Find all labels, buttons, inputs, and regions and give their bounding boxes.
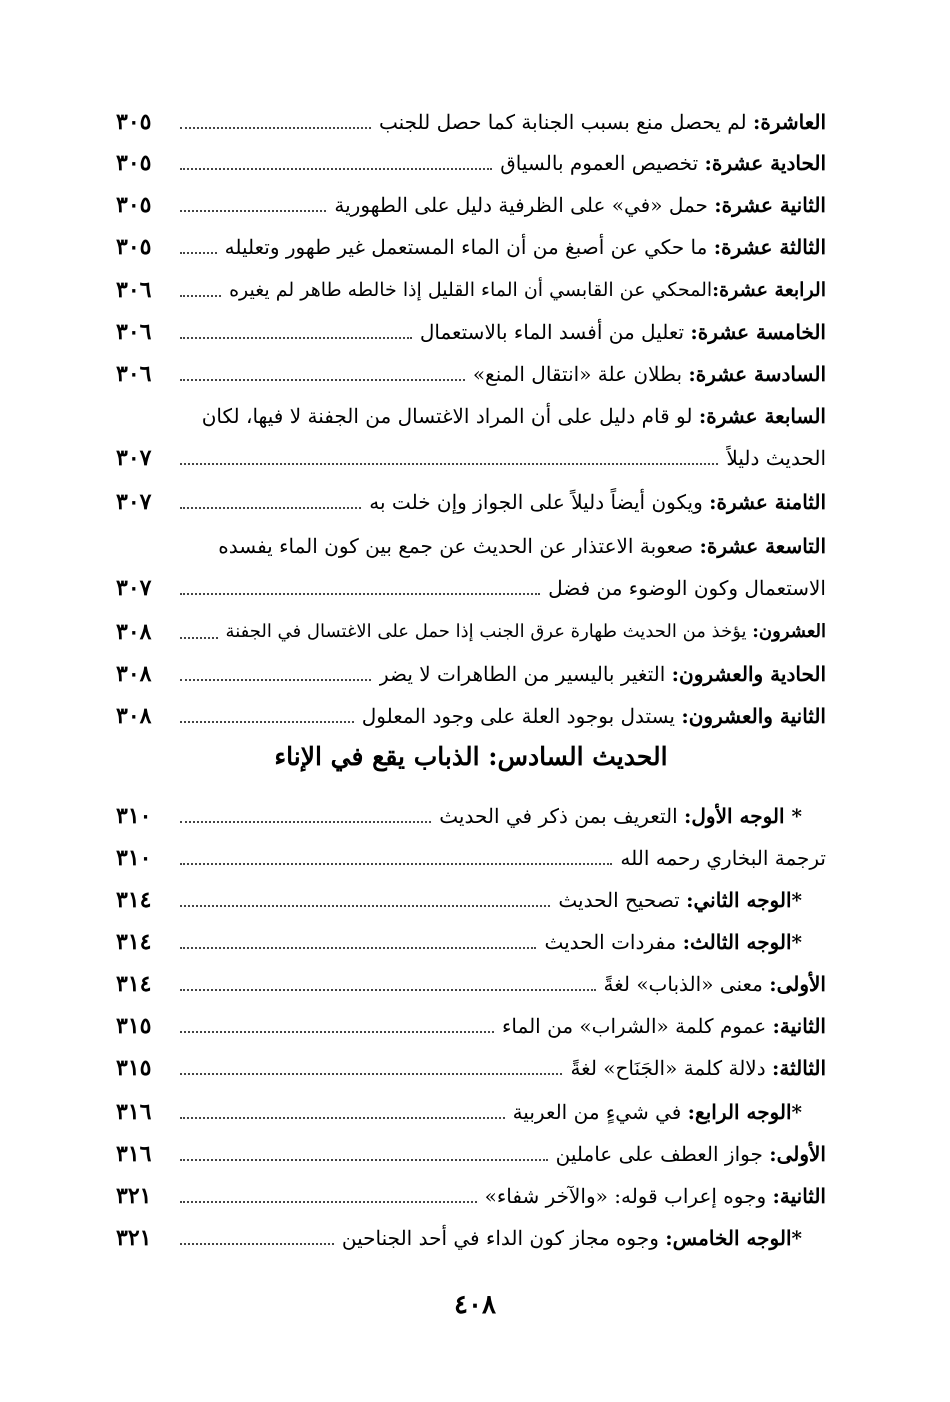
dot-leader — [180, 127, 371, 129]
entry-label: *الوجه الثالث: — [682, 930, 802, 954]
dot-leader — [180, 679, 371, 681]
toc-entry — [116, 141, 826, 185]
dot-leader — [180, 210, 326, 212]
toc-entry-line2 — [116, 436, 826, 480]
entry-label: الثالثة: — [771, 1056, 826, 1080]
entry-text: وجوه مجاز كون الداء في أحد الجناحين — [341, 1226, 659, 1250]
entry-label: *الوجه الثاني: — [686, 888, 802, 912]
entry-text: تصحيح الحديث — [558, 888, 680, 912]
dot-leader — [180, 863, 612, 865]
toc-entry-line1 — [116, 524, 826, 568]
dot-leader — [180, 1201, 477, 1203]
dot-leader — [180, 252, 217, 254]
page-number: ٣١٤ — [116, 971, 152, 997]
entry-text: حمل «في» على الظرفية دليل على الطهورية — [334, 193, 708, 217]
page-number: ٣١٥ — [116, 1013, 152, 1039]
entry-text: مفردات الحديث — [544, 930, 677, 954]
toc-entry — [116, 836, 826, 880]
entry-label: الرابعة عشرة: — [712, 279, 826, 301]
page-number: ٣٢١ — [116, 1225, 152, 1251]
toc-entry — [116, 352, 826, 396]
page-number: ٣٠٥ — [116, 192, 152, 218]
dot-leader — [180, 337, 412, 339]
dot-leader — [180, 295, 221, 297]
dot-leader — [180, 905, 550, 907]
entry-text: لو قام دليل على أن المراد الاغتسال من الجفنة لا فيها، لكان — [201, 404, 693, 428]
page-number: ٣١٤ — [116, 887, 152, 913]
page-number: ٣٠٨ — [116, 661, 152, 687]
dot-leader — [180, 721, 354, 723]
entry-label: السادسة عشرة: — [688, 362, 826, 386]
dot-leader — [180, 593, 540, 595]
entry-text: تخصيص العموم بالسياق — [500, 151, 699, 175]
dot-leader — [180, 168, 492, 170]
page-number: ٣٢١ — [116, 1183, 152, 1209]
dot-leader — [180, 1117, 505, 1119]
page-folio: ٤٠٨ — [454, 1290, 496, 1320]
entry-text: التغير باليسير من الطاهرات لا يضر — [378, 662, 666, 686]
dot-leader — [180, 379, 465, 381]
entry-label: الثانية والعشرون: — [681, 704, 826, 728]
dot-leader — [180, 947, 536, 949]
entry-text: بطلان علة «انتقال المنع» — [472, 362, 683, 386]
page-number: ٣٠٦ — [116, 319, 152, 345]
entry-text: الاستعمال وكون الوضوء من فضل — [548, 576, 826, 600]
dot-leader — [180, 463, 718, 465]
toc-entry — [116, 183, 826, 227]
dot-leader — [180, 1159, 548, 1161]
dot-leader — [180, 1243, 334, 1245]
page-number: ٣٠٧ — [116, 489, 152, 515]
toc-entry — [116, 1004, 826, 1048]
entry-label: *الوجه الخامس: — [665, 1226, 802, 1250]
dot-leader — [180, 1031, 494, 1033]
entry-text: يستدل بوجود العلة على وجود المعلول — [361, 704, 675, 728]
entry-label: السابعة عشرة: — [698, 404, 826, 428]
entry-label: الحادية والعشرون: — [671, 662, 826, 686]
page-number: ٣١٠ — [116, 803, 152, 829]
toc-entry-line1 — [116, 394, 826, 438]
entry-label: الأولى: — [769, 972, 826, 996]
entry-text: وجوه إعراب قوله: «والآخر شفاء» — [484, 1184, 767, 1208]
page-number: ٣٠٥ — [116, 109, 152, 135]
entry-text: عموم كلمة «الشراب» من الماء — [502, 1014, 767, 1038]
entry-label: الثانية: — [772, 1014, 826, 1038]
entry-label: الثالثة عشرة: — [713, 235, 826, 259]
toc-entry — [116, 1216, 826, 1260]
section-heading: الحديث السادس: الذباب يقع في الإناء — [274, 742, 668, 771]
entry-text: ترجمة البخاري رحمه الله — [620, 846, 826, 870]
toc-entry — [116, 962, 826, 1006]
toc-entry — [116, 652, 826, 696]
toc-entry — [116, 480, 826, 524]
entry-label: الخامسة عشرة: — [690, 320, 826, 344]
entry-text: ما حكي عن أصبغ من أن الماء المستعمل غير طهور وتعليله — [224, 235, 708, 259]
entry-label: الثانية عشرة: — [714, 193, 826, 217]
toc-entry — [116, 920, 826, 964]
page-number: ٣١٦ — [116, 1099, 152, 1125]
entry-label: *الوجه الرابع: — [687, 1100, 802, 1124]
dot-leader — [180, 637, 218, 639]
toc-entry — [116, 268, 826, 312]
page-number: ٣٠٦ — [116, 361, 152, 387]
entry-label: العشرون: — [752, 621, 826, 642]
toc-entry — [116, 1174, 826, 1218]
entry-label: الحادية عشرة: — [704, 151, 826, 175]
dot-leader — [180, 989, 596, 991]
toc-entry — [116, 225, 826, 269]
page-number: ٣١٠ — [116, 845, 152, 871]
entry-label: الأولى: — [769, 1142, 826, 1166]
page-number: ٣٠٧ — [116, 445, 152, 471]
entry-text: التعريف بمن ذكر في الحديث — [439, 804, 678, 828]
page-number: ٣٠٥ — [116, 150, 152, 176]
entry-text: الحديث دليلاً — [726, 446, 826, 470]
entry-label: التاسعة عشرة: — [699, 534, 826, 558]
entry-text: جواز العطف على عاملين — [555, 1142, 763, 1166]
entry-text: معنى «الذباب» لغةً — [603, 972, 763, 996]
toc-entry — [116, 1090, 826, 1134]
toc-entry — [116, 100, 826, 144]
toc-entry-line2 — [116, 566, 826, 610]
page-number: ٣٠٧ — [116, 575, 152, 601]
toc-entry — [116, 694, 826, 738]
entry-label: الثانية: — [772, 1184, 826, 1208]
page-number: ٣٠٥ — [116, 234, 152, 260]
entry-text: المحكي عن القابسي أن الماء القليل إذا خالطه طاهر لم يغيره — [229, 279, 713, 301]
entry-label: الثامنة عشرة: — [709, 490, 826, 514]
entry-text: ويكون أيضاً دليلاً على الجواز وإن خلت به — [369, 490, 703, 514]
toc-entry — [116, 878, 826, 922]
toc-entry — [116, 1132, 826, 1176]
page-number: ٣٠٦ — [116, 277, 152, 303]
page-number: ٣٠٨ — [116, 703, 152, 729]
entry-text: دلالة كلمة «الجَنَاح» لغةً — [570, 1056, 766, 1080]
page-number: ٣٠٨ — [116, 619, 152, 645]
entry-text: في شيءٍ من العربية — [512, 1100, 682, 1124]
toc-entry — [116, 310, 826, 354]
dot-leader — [180, 821, 431, 823]
toc-entry — [116, 1046, 826, 1090]
toc-entry — [116, 794, 826, 838]
entry-label: * الوجه الأول: — [684, 804, 802, 828]
page-number: ٣١٤ — [116, 929, 152, 955]
entry-text: تعليل من أفسد الماء بالاستعمال — [419, 320, 685, 344]
entry-text: يؤخذ من الحديث طهارة عرق الجنب إذا حمل على الاغتسال في الجفنة — [225, 621, 747, 642]
entry-text: لم يحصل منع بسبب الجنابة كما حصل للجنب — [378, 110, 747, 134]
page-number: ٣١٦ — [116, 1141, 152, 1167]
dot-leader — [180, 1073, 562, 1075]
dot-leader — [180, 507, 361, 509]
entry-label: العاشرة: — [752, 110, 826, 134]
toc-entry — [116, 610, 826, 654]
page-number: ٣١٥ — [116, 1055, 152, 1081]
entry-text: صعوبة الاعتذار عن الحديث عن جمع بين كون الماء يفسده — [218, 534, 694, 558]
